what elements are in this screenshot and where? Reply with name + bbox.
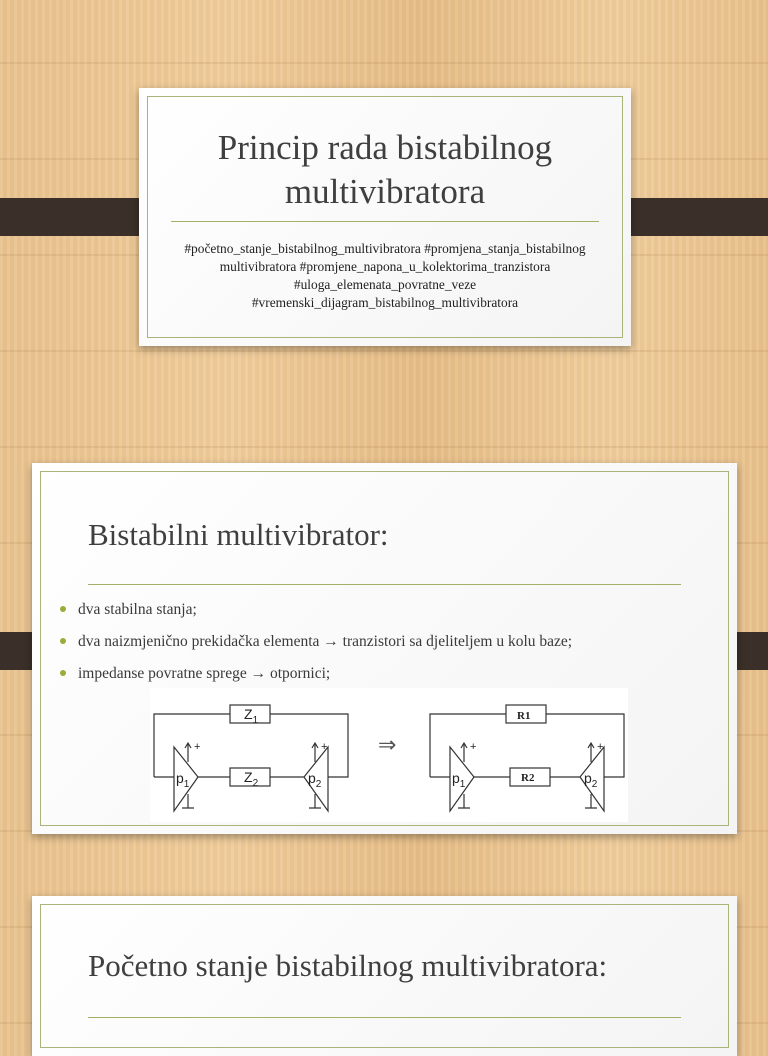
bullet-item [58,599,572,631]
bullet-item [58,631,572,663]
r2-label: R2 [521,772,535,784]
bullet-icon [60,670,66,676]
slide-heading: Početno stanje bistabilnog multivibratora: [88,948,608,983]
bullet-list [58,599,572,695]
background-band [0,198,155,236]
slide-title-heading [159,126,611,214]
bullet-text: dva stabilna stanja; [78,601,197,618]
hashtags [153,240,617,312]
z1-label: $Z_1$ [244,706,259,726]
slide-heading: Bistabilni multivibrator: [88,517,389,552]
slide-bistabilni[interactable] [32,463,737,834]
p2-label: $p_2$ [308,770,322,790]
hashtag-line: #uloga_elemenata_povratne_veze [293,277,477,292]
bullet-text: impedanse povratne sprege → otpornici; [78,665,331,682]
background-band [613,198,768,236]
hashtag-line: #početno_stanje_bistabilnog_multivibratora #promjena_stanja_bistabilnog [184,241,586,256]
title-line: multivibratora [284,172,486,211]
slide-pocetno-stanje[interactable] [32,896,737,1056]
bullet-text: dva naizmjenično prekidačka elementa → tranzistori sa djeliteljem u kolu baze; [78,633,573,650]
plus-sign: + [321,741,328,753]
title-line: Princip rada bistabilnog [217,128,553,167]
divider [88,1017,681,1018]
r1-label: R1 [517,710,531,722]
slide-title[interactable] [139,88,631,346]
p2-label: $p_2$ [584,770,598,790]
bullet-icon [60,606,66,612]
hashtag-line: multivibratora #promjene_napona_u_kolektorima_tranzistora [219,259,551,274]
z2-label: $Z_2$ [244,769,259,789]
p1-label: $p_1$ [452,770,466,790]
divider [88,584,681,585]
hashtag-line: #vremenski_dijagram_bistabilnog_multivibratora [251,295,519,310]
circuit-diagram [150,688,628,822]
plus-sign: + [194,741,201,753]
p1-label: $p_1$ [176,770,190,790]
divider [171,221,599,222]
plus-sign: + [597,741,604,753]
plus-sign: + [470,741,477,753]
implies-arrow: ⇒ [378,732,397,757]
bullet-icon [60,638,66,644]
